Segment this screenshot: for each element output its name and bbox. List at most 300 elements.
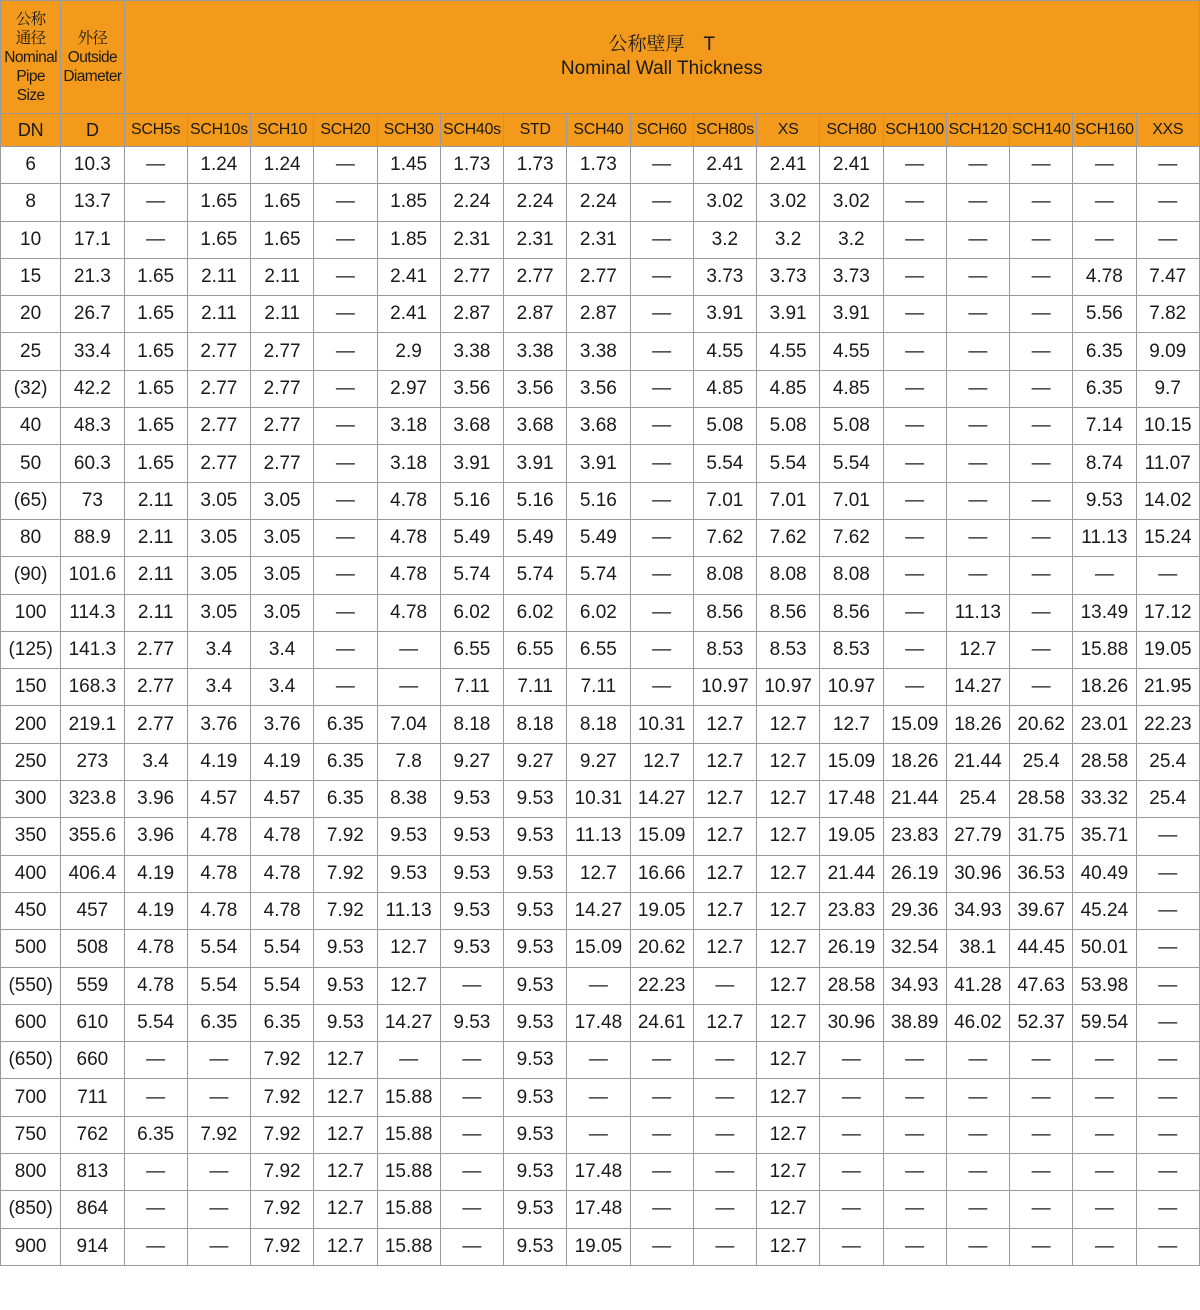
thickness-cell: 1.65 xyxy=(124,296,187,333)
nominal-size-line: Size xyxy=(16,86,45,104)
thickness-cell: — xyxy=(630,296,693,333)
thickness-cell: 18.26 xyxy=(883,743,946,780)
thickness-cell: 2.87 xyxy=(567,296,630,333)
thickness-cell: 2.87 xyxy=(504,296,567,333)
thickness-cell: — xyxy=(883,1228,946,1265)
thickness-cell: — xyxy=(1136,930,1200,967)
thickness-cell: 5.08 xyxy=(693,408,756,445)
thickness-cell: — xyxy=(1136,1004,1200,1041)
schedule-header: XS xyxy=(757,114,820,147)
outside-diameter-line: Diameter xyxy=(63,67,122,85)
thickness-cell: — xyxy=(567,1079,630,1116)
thickness-cell: 22.23 xyxy=(1136,706,1200,743)
thickness-cell: — xyxy=(314,184,377,221)
thickness-cell: 5.54 xyxy=(124,1004,187,1041)
thickness-cell: 12.7 xyxy=(757,1191,820,1228)
wall-thickness-title-cn: 公称壁厚 T xyxy=(608,34,716,55)
thickness-cell: 4.55 xyxy=(693,333,756,370)
thickness-cell: — xyxy=(1010,1116,1073,1153)
dn-cell: 50 xyxy=(1,445,61,482)
thickness-cell: 8.53 xyxy=(693,631,756,668)
dn-cell: 500 xyxy=(1,930,61,967)
thickness-cell: — xyxy=(1010,482,1073,519)
thickness-cell: 5.49 xyxy=(504,519,567,556)
thickness-cell: — xyxy=(1073,1042,1136,1079)
thickness-cell: 3.4 xyxy=(187,631,250,668)
table-row xyxy=(1,594,1200,631)
schedule-header: SCH140 xyxy=(1010,114,1073,147)
thickness-cell: 40.49 xyxy=(1073,855,1136,892)
thickness-cell: — xyxy=(1010,408,1073,445)
thickness-cell: 14.27 xyxy=(630,781,693,818)
thickness-cell: — xyxy=(946,370,1009,407)
thickness-cell: 53.98 xyxy=(1073,967,1136,1004)
thickness-cell: — xyxy=(883,482,946,519)
thickness-cell: 5.49 xyxy=(440,519,503,556)
dn-cell: 450 xyxy=(1,892,61,929)
d-header: D xyxy=(61,114,124,147)
table-row xyxy=(1,818,1200,855)
diameter-cell: 73 xyxy=(61,482,124,519)
dn-cell: (32) xyxy=(1,370,61,407)
table-body xyxy=(1,147,1200,1266)
thickness-cell: 3.96 xyxy=(124,818,187,855)
thickness-cell: — xyxy=(440,1042,503,1079)
thickness-cell: 12.7 xyxy=(314,1228,377,1265)
thickness-cell: 1.24 xyxy=(187,147,250,184)
thickness-cell: — xyxy=(1010,1154,1073,1191)
thickness-cell: 10.97 xyxy=(757,669,820,706)
thickness-cell: — xyxy=(630,519,693,556)
dn-cell: 250 xyxy=(1,743,61,780)
thickness-cell: 8.56 xyxy=(757,594,820,631)
thickness-cell: 7.01 xyxy=(693,482,756,519)
thickness-cell: 9.53 xyxy=(314,930,377,967)
thickness-cell: — xyxy=(1073,221,1136,258)
thickness-cell: 2.11 xyxy=(124,594,187,631)
thickness-cell: 2.77 xyxy=(124,631,187,668)
thickness-cell: 4.19 xyxy=(124,855,187,892)
thickness-cell: 4.78 xyxy=(187,855,250,892)
thickness-cell: 16.66 xyxy=(630,855,693,892)
thickness-cell: 4.78 xyxy=(377,482,440,519)
thickness-cell: — xyxy=(820,1154,883,1191)
dn-cell: (125) xyxy=(1,631,61,668)
thickness-cell: 1.85 xyxy=(377,221,440,258)
thickness-cell: — xyxy=(883,1042,946,1079)
thickness-cell: 24.61 xyxy=(630,1004,693,1041)
schedule-header: SCH100 xyxy=(883,114,946,147)
nominal-size-line: Pipe xyxy=(16,67,45,85)
diameter-cell: 711 xyxy=(61,1079,124,1116)
thickness-cell: 12.7 xyxy=(757,1079,820,1116)
diameter-cell: 26.7 xyxy=(61,296,124,333)
thickness-cell: — xyxy=(1010,519,1073,556)
thickness-cell: 3.05 xyxy=(187,594,250,631)
thickness-cell: — xyxy=(124,1228,187,1265)
thickness-cell: 46.02 xyxy=(946,1004,1009,1041)
thickness-cell: 5.74 xyxy=(504,557,567,594)
thickness-cell: 6.02 xyxy=(567,594,630,631)
thickness-cell: 2.77 xyxy=(124,706,187,743)
thickness-cell: — xyxy=(946,184,1009,221)
diameter-cell: 355.6 xyxy=(61,818,124,855)
diameter-cell: 48.3 xyxy=(61,408,124,445)
thickness-cell: — xyxy=(630,1154,693,1191)
table-row xyxy=(1,631,1200,668)
thickness-cell: 12.7 xyxy=(693,743,756,780)
thickness-cell: 7.92 xyxy=(314,818,377,855)
thickness-cell: 4.19 xyxy=(187,743,250,780)
thickness-cell: — xyxy=(1010,184,1073,221)
thickness-cell: 32.54 xyxy=(883,930,946,967)
thickness-cell: 9.53 xyxy=(440,892,503,929)
thickness-cell: 9.53 xyxy=(440,930,503,967)
thickness-cell: 8.18 xyxy=(567,706,630,743)
thickness-cell: 14.27 xyxy=(567,892,630,929)
thickness-cell: 21.44 xyxy=(946,743,1009,780)
wall-thickness-title-en: Nominal Wall Thickness xyxy=(560,58,763,79)
thickness-cell: 3.05 xyxy=(187,482,250,519)
thickness-cell: — xyxy=(440,1116,503,1153)
thickness-cell: 28.58 xyxy=(820,967,883,1004)
thickness-cell: — xyxy=(883,370,946,407)
thickness-cell: 1.65 xyxy=(251,221,314,258)
thickness-cell: — xyxy=(187,1079,250,1116)
thickness-cell: 15.88 xyxy=(377,1228,440,1265)
thickness-cell: 2.77 xyxy=(187,445,250,482)
thickness-cell: 12.7 xyxy=(757,743,820,780)
thickness-cell: 4.78 xyxy=(1073,258,1136,295)
thickness-cell: — xyxy=(1010,258,1073,295)
dn-cell: 400 xyxy=(1,855,61,892)
thickness-cell: — xyxy=(314,445,377,482)
thickness-cell: 38.89 xyxy=(883,1004,946,1041)
thickness-cell: — xyxy=(693,1191,756,1228)
thickness-cell: — xyxy=(1136,818,1200,855)
thickness-cell: 39.67 xyxy=(1010,892,1073,929)
thickness-cell: 17.48 xyxy=(567,1004,630,1041)
diameter-cell: 914 xyxy=(61,1228,124,1265)
thickness-cell: 12.7 xyxy=(757,1154,820,1191)
thickness-cell: 26.19 xyxy=(820,930,883,967)
thickness-cell: 3.05 xyxy=(251,519,314,556)
thickness-cell: — xyxy=(630,370,693,407)
thickness-cell: 12.7 xyxy=(757,967,820,1004)
thickness-cell: 2.31 xyxy=(440,221,503,258)
thickness-cell: 14.02 xyxy=(1136,482,1200,519)
thickness-cell: 7.92 xyxy=(314,892,377,929)
thickness-cell: 12.7 xyxy=(757,781,820,818)
thickness-cell: — xyxy=(630,631,693,668)
table-row xyxy=(1,482,1200,519)
thickness-cell: 2.77 xyxy=(187,370,250,407)
thickness-cell: — xyxy=(630,557,693,594)
dn-cell: 300 xyxy=(1,781,61,818)
thickness-cell: — xyxy=(946,1228,1009,1265)
diameter-cell: 33.4 xyxy=(61,333,124,370)
thickness-cell: 9.53 xyxy=(504,967,567,1004)
schedule-header: SCH40 xyxy=(567,114,630,147)
thickness-cell: — xyxy=(1010,147,1073,184)
thickness-cell: 9.53 xyxy=(504,1079,567,1116)
thickness-cell: 3.05 xyxy=(251,482,314,519)
thickness-cell: 3.91 xyxy=(693,296,756,333)
thickness-cell: 22.23 xyxy=(630,967,693,1004)
thickness-cell: 9.27 xyxy=(504,743,567,780)
thickness-cell: 4.78 xyxy=(377,557,440,594)
thickness-cell: 17.48 xyxy=(567,1191,630,1228)
thickness-cell: — xyxy=(314,519,377,556)
thickness-cell: 2.31 xyxy=(504,221,567,258)
diameter-cell: 219.1 xyxy=(61,706,124,743)
thickness-cell: 3.91 xyxy=(757,296,820,333)
thickness-cell: 9.09 xyxy=(1136,333,1200,370)
thickness-cell: 3.02 xyxy=(757,184,820,221)
table-row xyxy=(1,892,1200,929)
thickness-cell: 4.78 xyxy=(187,892,250,929)
thickness-cell: 12.7 xyxy=(314,1042,377,1079)
thickness-cell: 3.68 xyxy=(504,408,567,445)
diameter-cell: 21.3 xyxy=(61,258,124,295)
diameter-cell: 508 xyxy=(61,930,124,967)
thickness-cell: 12.7 xyxy=(757,1116,820,1153)
thickness-cell: — xyxy=(1010,370,1073,407)
thickness-cell: 2.11 xyxy=(124,482,187,519)
thickness-cell: — xyxy=(1010,1228,1073,1265)
thickness-cell: 2.87 xyxy=(440,296,503,333)
thickness-cell: 2.77 xyxy=(251,333,314,370)
thickness-cell: — xyxy=(1136,557,1200,594)
thickness-cell: 3.05 xyxy=(187,557,250,594)
thickness-cell: — xyxy=(1136,967,1200,1004)
thickness-cell: 2.77 xyxy=(251,370,314,407)
thickness-cell: 8.38 xyxy=(377,781,440,818)
thickness-cell: 5.54 xyxy=(820,445,883,482)
dn-cell: 6 xyxy=(1,147,61,184)
thickness-cell: — xyxy=(946,1042,1009,1079)
schedule-header: SCH20 xyxy=(314,114,377,147)
thickness-cell: 59.54 xyxy=(1073,1004,1136,1041)
thickness-cell: 4.78 xyxy=(377,519,440,556)
thickness-cell: 1.73 xyxy=(567,147,630,184)
dn-cell: 800 xyxy=(1,1154,61,1191)
thickness-cell: 9.53 xyxy=(1073,482,1136,519)
schedule-header: XXS xyxy=(1136,114,1200,147)
thickness-cell: 2.11 xyxy=(251,258,314,295)
table-row xyxy=(1,445,1200,482)
thickness-cell: — xyxy=(1136,892,1200,929)
table-row xyxy=(1,967,1200,1004)
thickness-cell: 2.24 xyxy=(504,184,567,221)
thickness-cell: 4.85 xyxy=(693,370,756,407)
thickness-cell: — xyxy=(124,221,187,258)
thickness-cell: 1.73 xyxy=(504,147,567,184)
thickness-cell: 12.7 xyxy=(757,855,820,892)
table-row xyxy=(1,258,1200,295)
nominal-size-line: 通径 xyxy=(15,29,46,47)
thickness-cell: — xyxy=(946,557,1009,594)
thickness-cell: 10.31 xyxy=(567,781,630,818)
schedule-header: STD xyxy=(504,114,567,147)
thickness-cell: 2.9 xyxy=(377,333,440,370)
thickness-cell: 2.41 xyxy=(377,296,440,333)
thickness-cell: 36.53 xyxy=(1010,855,1073,892)
table-row xyxy=(1,743,1200,780)
diameter-cell: 101.6 xyxy=(61,557,124,594)
thickness-cell: 4.85 xyxy=(820,370,883,407)
thickness-cell: — xyxy=(693,1079,756,1116)
thickness-cell: 2.41 xyxy=(693,147,756,184)
thickness-cell: 6.02 xyxy=(440,594,503,631)
thickness-cell: — xyxy=(946,1116,1009,1153)
thickness-cell: 6.35 xyxy=(251,1004,314,1041)
thickness-cell: 9.53 xyxy=(377,818,440,855)
thickness-cell: — xyxy=(883,184,946,221)
thickness-cell: 8.53 xyxy=(820,631,883,668)
thickness-cell: 35.71 xyxy=(1073,818,1136,855)
thickness-cell: 3.05 xyxy=(251,557,314,594)
thickness-cell: 23.83 xyxy=(820,892,883,929)
thickness-cell: 7.01 xyxy=(757,482,820,519)
diameter-cell: 17.1 xyxy=(61,221,124,258)
thickness-cell: 5.54 xyxy=(251,930,314,967)
thickness-cell: — xyxy=(1010,594,1073,631)
thickness-cell: 3.4 xyxy=(124,743,187,780)
thickness-cell: 44.45 xyxy=(1010,930,1073,967)
wall-thickness-header xyxy=(124,1,1200,114)
thickness-cell: 2.77 xyxy=(504,258,567,295)
table-row xyxy=(1,408,1200,445)
thickness-cell: 2.11 xyxy=(187,258,250,295)
thickness-cell: — xyxy=(1136,221,1200,258)
dn-cell: 900 xyxy=(1,1228,61,1265)
thickness-cell: 25.4 xyxy=(1010,743,1073,780)
thickness-cell: 5.54 xyxy=(187,930,250,967)
thickness-cell: 2.77 xyxy=(124,669,187,706)
thickness-cell: 12.7 xyxy=(377,930,440,967)
thickness-cell: 7.92 xyxy=(187,1116,250,1153)
thickness-cell: 17.12 xyxy=(1136,594,1200,631)
thickness-cell: 12.7 xyxy=(314,1116,377,1153)
thickness-cell: — xyxy=(377,1042,440,1079)
dn-cell: 10 xyxy=(1,221,61,258)
thickness-cell: 9.53 xyxy=(440,781,503,818)
thickness-cell: 9.53 xyxy=(504,892,567,929)
dn-cell: 750 xyxy=(1,1116,61,1153)
thickness-cell: 7.92 xyxy=(251,1228,314,1265)
thickness-cell: — xyxy=(1136,1154,1200,1191)
thickness-cell: 7.92 xyxy=(251,1154,314,1191)
thickness-cell: 15.88 xyxy=(377,1116,440,1153)
thickness-cell: — xyxy=(630,1042,693,1079)
thickness-cell: — xyxy=(314,296,377,333)
thickness-cell: 9.53 xyxy=(504,781,567,818)
thickness-cell: 12.7 xyxy=(693,781,756,818)
thickness-cell: 9.53 xyxy=(504,855,567,892)
thickness-cell: — xyxy=(883,557,946,594)
thickness-cell: 10.97 xyxy=(820,669,883,706)
thickness-cell: 7.62 xyxy=(757,519,820,556)
thickness-cell: 12.7 xyxy=(693,892,756,929)
thickness-cell: 27.79 xyxy=(946,818,1009,855)
thickness-cell: — xyxy=(883,221,946,258)
thickness-cell: 3.96 xyxy=(124,781,187,818)
thickness-cell: 20.62 xyxy=(630,930,693,967)
table-row xyxy=(1,1042,1200,1079)
thickness-cell: 7.8 xyxy=(377,743,440,780)
thickness-cell: — xyxy=(440,1079,503,1116)
thickness-cell: 17.48 xyxy=(820,781,883,818)
thickness-cell: — xyxy=(314,221,377,258)
thickness-cell: 15.09 xyxy=(820,743,883,780)
thickness-cell: 15.88 xyxy=(377,1154,440,1191)
thickness-cell: — xyxy=(883,333,946,370)
thickness-cell: 3.91 xyxy=(567,445,630,482)
thickness-cell: 28.58 xyxy=(1010,781,1073,818)
thickness-cell: 31.75 xyxy=(1010,818,1073,855)
diameter-cell: 864 xyxy=(61,1191,124,1228)
diameter-cell: 141.3 xyxy=(61,631,124,668)
thickness-cell: 5.08 xyxy=(757,408,820,445)
thickness-cell: 5.16 xyxy=(567,482,630,519)
dn-cell: (65) xyxy=(1,482,61,519)
thickness-cell: — xyxy=(314,557,377,594)
diameter-cell: 60.3 xyxy=(61,445,124,482)
thickness-cell: 45.24 xyxy=(1073,892,1136,929)
thickness-cell: — xyxy=(124,1042,187,1079)
thickness-cell: — xyxy=(630,258,693,295)
thickness-cell: 3.56 xyxy=(440,370,503,407)
table-row xyxy=(1,370,1200,407)
thickness-cell: 9.53 xyxy=(440,855,503,892)
dn-cell: 20 xyxy=(1,296,61,333)
thickness-cell: 8.56 xyxy=(693,594,756,631)
thickness-cell: 34.93 xyxy=(883,967,946,1004)
thickness-cell: — xyxy=(883,1116,946,1153)
thickness-cell: 6.35 xyxy=(314,706,377,743)
thickness-cell: 23.83 xyxy=(883,818,946,855)
thickness-cell: 2.77 xyxy=(567,258,630,295)
thickness-cell: 15.09 xyxy=(567,930,630,967)
thickness-cell: — xyxy=(883,631,946,668)
thickness-cell: 3.91 xyxy=(440,445,503,482)
thickness-cell: — xyxy=(1010,669,1073,706)
diameter-cell: 42.2 xyxy=(61,370,124,407)
thickness-cell: 1.65 xyxy=(124,258,187,295)
thickness-cell: 12.7 xyxy=(757,930,820,967)
thickness-cell: 12.7 xyxy=(630,743,693,780)
thickness-cell: 12.7 xyxy=(567,855,630,892)
thickness-cell: 47.63 xyxy=(1010,967,1073,1004)
thickness-cell: 9.53 xyxy=(504,1154,567,1191)
thickness-cell: 9.53 xyxy=(314,1004,377,1041)
thickness-cell: 3.38 xyxy=(504,333,567,370)
thickness-cell: — xyxy=(440,1228,503,1265)
thickness-cell: — xyxy=(567,1116,630,1153)
thickness-cell: 12.7 xyxy=(757,1228,820,1265)
thickness-cell: 2.11 xyxy=(187,296,250,333)
thickness-cell: 3.2 xyxy=(820,221,883,258)
diameter-cell: 273 xyxy=(61,743,124,780)
table-row xyxy=(1,1079,1200,1116)
thickness-cell: — xyxy=(314,333,377,370)
thickness-cell: 3.56 xyxy=(567,370,630,407)
thickness-cell: 9.53 xyxy=(504,1191,567,1228)
thickness-cell: — xyxy=(314,258,377,295)
thickness-cell: 34.93 xyxy=(946,892,1009,929)
thickness-cell: 3.4 xyxy=(251,669,314,706)
